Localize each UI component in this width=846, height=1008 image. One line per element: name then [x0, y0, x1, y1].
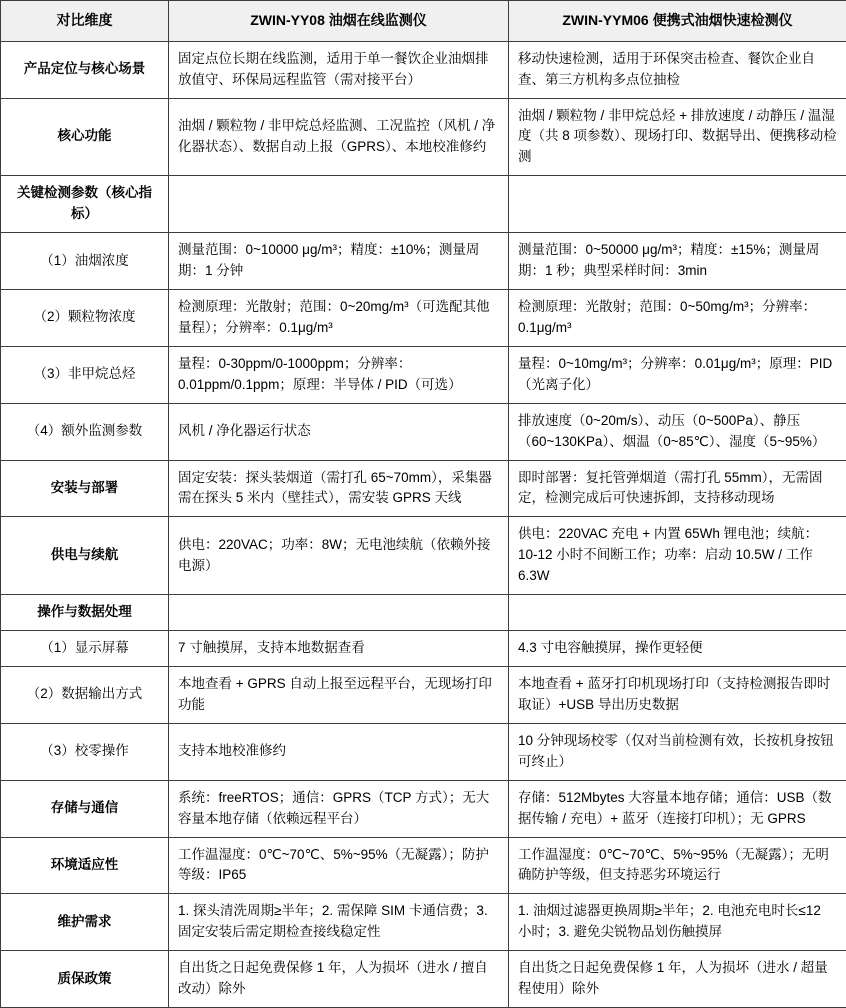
table-row — [1, 595, 846, 631]
cell-yy08: 7 寸触摸屏，支持本地数据查看 — [169, 631, 509, 667]
row-label: 供电与续航 — [1, 517, 169, 595]
cell-yy08: 支持本地校准修约 — [169, 723, 509, 780]
row-label: （1）显示屏幕 — [1, 631, 169, 667]
table-row — [1, 233, 846, 290]
cell-yy08: 工作温湿度：0℃~70℃、5%~95%（无凝露）；防护等级：IP65 — [169, 837, 509, 894]
table-row — [1, 723, 846, 780]
table-header — [1, 1, 846, 42]
table-row — [1, 176, 846, 233]
row-label: （2）数据输出方式 — [1, 666, 169, 723]
row-label: 环境适应性 — [1, 837, 169, 894]
cell-yym06: 供电：220VAC 充电 + 内置 65Wh 锂电池；续航：10-12 小时不间断工作；功率：启动 10.5W / 工作 6.3W — [509, 517, 846, 595]
row-label: （1）油烟浓度 — [1, 233, 169, 290]
table-body — [1, 41, 846, 1007]
table-row — [1, 517, 846, 595]
cell-yy08: 量程：0-30ppm/0-1000ppm；分辨率：0.01ppm/0.1ppm；原理：半导体 / PID（可选） — [169, 346, 509, 403]
row-label: 产品定位与核心场景 — [1, 41, 169, 98]
cell-yy08: 供电：220VAC；功率：8W；无电池续航（依赖外接电源） — [169, 517, 509, 595]
cell-yy08: 风机 / 净化器运行状态 — [169, 403, 509, 460]
cell-yym06: 移动快速检测，适用于环保突击检查、餐饮企业自查、第三方机构多点位抽检 — [509, 41, 846, 98]
row-label: 维护需求 — [1, 894, 169, 951]
table-row — [1, 289, 846, 346]
cell-yym06: 自出货之日起免费保修 1 年，人为损坏（进水 / 超量程使用）除外 — [509, 951, 846, 1008]
table-row — [1, 41, 846, 98]
row-label: （4）额外监测参数 — [1, 403, 169, 460]
cell-yym06: 本地查看 + 蓝牙打印机现场打印（支持检测报告即时取证）+USB 导出历史数据 — [509, 666, 846, 723]
table-row — [1, 460, 846, 517]
cell-yym06: 即时部署：复托管弹烟道（需打孔 55mm），无需固定，检测完成后可快速拆卸，支持移动现场 — [509, 460, 846, 517]
cell-yym06: 排放速度（0~20m/s）、动压（0~500Pa）、静压（60~130KPa）、烟温（0~85℃）、湿度（5~95%） — [509, 403, 846, 460]
cell-yym06: 油烟 / 颗粒物 / 非甲烷总烃 + 排放速度 / 动静压 / 温湿度（共 8 项参数）、现场打印、数据导出、便携移动检测 — [509, 98, 846, 176]
cell-yy08: 1. 探头清洗周期≥半年；2. 需保障 SIM 卡通信费；3. 固定安装后需定期检查接线稳定性 — [169, 894, 509, 951]
table-row — [1, 98, 846, 176]
table-row — [1, 894, 846, 951]
row-label: 关键检测参数（核心指标） — [1, 176, 169, 233]
cell-yy08: 油烟 / 颗粒物 / 非甲烷总烃监测、工况监控（风机 / 净化器状态）、数据自动上报（GPRS）、本地校准修约 — [169, 98, 509, 176]
cell-yy08: 测量范围：0~10000 μg/m³；精度：±10%；测量周期：1 分钟 — [169, 233, 509, 290]
cell-yym06: 工作温湿度：0℃~70℃、5%~95%（无凝露）；无明确防护等级，但支持恶劣环境运行 — [509, 837, 846, 894]
row-label: 操作与数据处理 — [1, 595, 169, 631]
row-label: （3）校零操作 — [1, 723, 169, 780]
cell-yym06: 存储：512Mbytes 大容量本地存储；通信：USB（数据传输 / 充电）+ 蓝牙（连接打印机）；无 GPRS — [509, 780, 846, 837]
cell-yy08: 自出货之日起免费保修 1 年，人为损坏（进水 / 擅自改动）除外 — [169, 951, 509, 1008]
cell-yym06: 检测原理：光散射；范围：0~50mg/m³；分辨率：0.1μg/m³ — [509, 289, 846, 346]
cell-yy08: 固定点位长期在线监测，适用于单一餐饮企业油烟排放值守、环保局远程监管（需对接平台） — [169, 41, 509, 98]
cell-yym06 — [509, 176, 846, 233]
table-row — [1, 631, 846, 667]
row-label: 存储与通信 — [1, 780, 169, 837]
cell-yy08: 系统：freeRTOS；通信：GPRS（TCP 方式）；无大容量本地存储（依赖远程平台） — [169, 780, 509, 837]
table-row — [1, 666, 846, 723]
cell-yym06: 1. 油烟过滤器更换周期≥半年；2. 电池充电时长≤12 小时；3. 避免尖锐物品划伤触摸屏 — [509, 894, 846, 951]
row-label: 质保政策 — [1, 951, 169, 1008]
cell-yy08: 固定安装：探头装烟道（需打孔 65~70mm），采集器需在探头 5 米内（壁挂式），需安装 GPRS 天线 — [169, 460, 509, 517]
table-row — [1, 837, 846, 894]
cell-yym06: 4.3 寸电容触摸屏，操作更轻便 — [509, 631, 846, 667]
row-label: （2）颗粒物浓度 — [1, 289, 169, 346]
row-label: 安装与部署 — [1, 460, 169, 517]
table-row — [1, 951, 846, 1008]
cell-yy08: 检测原理：光散射；范围：0~20mg/m³（可选配其他量程）；分辨率：0.1μg/m³ — [169, 289, 509, 346]
cell-yym06: 量程：0~10mg/m³；分辨率：0.01μg/m³；原理：PID（光离子化） — [509, 346, 846, 403]
row-label: （3）非甲烷总烃 — [1, 346, 169, 403]
cell-yym06: 测量范围：0~50000 μg/m³；精度：±15%；测量周期：1 秒；典型采样时间：3min — [509, 233, 846, 290]
table-row — [1, 346, 846, 403]
cell-yym06: 10 分钟现场校零（仅对当前检测有效，长按机身按钮可终止） — [509, 723, 846, 780]
cell-yy08 — [169, 176, 509, 233]
table-header-row — [1, 1, 846, 42]
column-header-product-yy08: ZWIN-YY08 油烟在线监测仪 — [169, 1, 509, 42]
column-header-dimension: 对比维度 — [1, 1, 169, 42]
cell-yym06 — [509, 595, 846, 631]
column-header-product-yym06: ZWIN-YYM06 便携式油烟快速检测仪 — [509, 1, 846, 42]
cell-yy08 — [169, 595, 509, 631]
cell-yy08: 本地查看 + GPRS 自动上报至远程平台，无现场打印功能 — [169, 666, 509, 723]
table-row — [1, 403, 846, 460]
table-row — [1, 780, 846, 837]
row-label: 核心功能 — [1, 98, 169, 176]
